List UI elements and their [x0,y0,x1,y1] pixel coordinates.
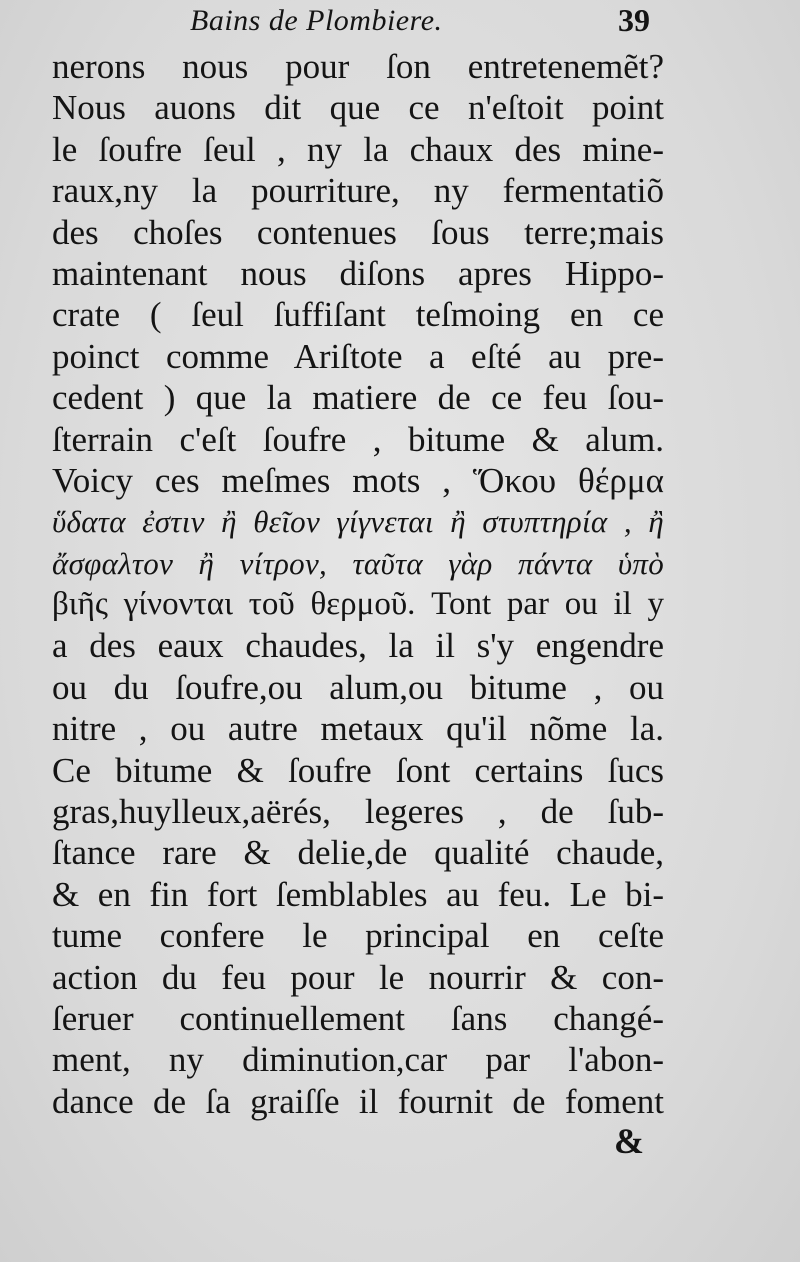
text-line: action du feu pour le nourrir & con- [52,957,664,997]
text-line-greek: ὕδατα ἐστιν ἢ θεῖον γίγνεται ἢ στυπτηρία , ἢ [52,504,664,540]
text-line: raux,ny la pourriture, ny fermentatiõ [52,171,664,211]
text-line: tume confere le principal en ceſte [52,916,664,956]
text-line: Ce bitume & ſoufre ſont certains ſucs [52,750,664,790]
catchword: & [614,1121,644,1161]
body-text [52,46,664,1122]
text-line: maintenant nous diſons apres Hippo- [52,253,664,293]
text-line-mixed: βιῆς γίνονται τοῦ θερμοῦ. Tont par ou il y [52,586,664,623]
text-line: ou du ſoufre,ou alum,ou bitume , ou [52,667,664,707]
text-line: ment, ny diminution,car par l'abon- [52,1040,664,1080]
text-line-greek-intro: Voicy ces meſmes mots , Ὅκου θέρμα [52,460,664,500]
page-number: 39 [618,2,650,38]
text-line: gras,huylleux,aërés, legeres , de ſub- [52,792,664,832]
text-line: ſtance rare & delie,de qualité chaude, [52,833,664,873]
text-line-greek: ἄσφαλτον ἢ νίτρον, ταῦτα γὰρ πάντα ὑπὸ [52,545,664,581]
text-line: dance de ſa graiſſe il fournit de foment [52,1081,664,1121]
text-line: a des eaux chaudes, la il s'y engendre [52,626,664,666]
text-line: ſeruer continuellement ſans changé- [52,998,664,1038]
text-line: des choſes contenues ſous terre;mais [52,212,664,252]
running-title: Bains de Plombiere. [190,4,443,37]
text-line: ſterrain c'eſt ſoufre , bitume & alum. [52,419,664,459]
text-line: poinct comme Ariſtote a eſté au pre- [52,336,664,376]
text-line: le ſoufre ſeul , ny la chaux des mine- [52,129,664,169]
text-line: cedent ) que la matiere de ce feu ſou- [52,378,664,418]
text-line: & en fin fort ſemblables au feu. Le bi- [52,874,664,914]
text-line: nitre , ou autre metaux qu'il nõme la. [52,709,664,749]
text-line: crate ( ſeul ſuffiſant teſmoing en ce [52,295,664,335]
text-line: Nous auons dit que ce n'eſtoit point [52,88,664,128]
text-line: nerons nous pour ſon entretenemẽt? [52,47,664,86]
